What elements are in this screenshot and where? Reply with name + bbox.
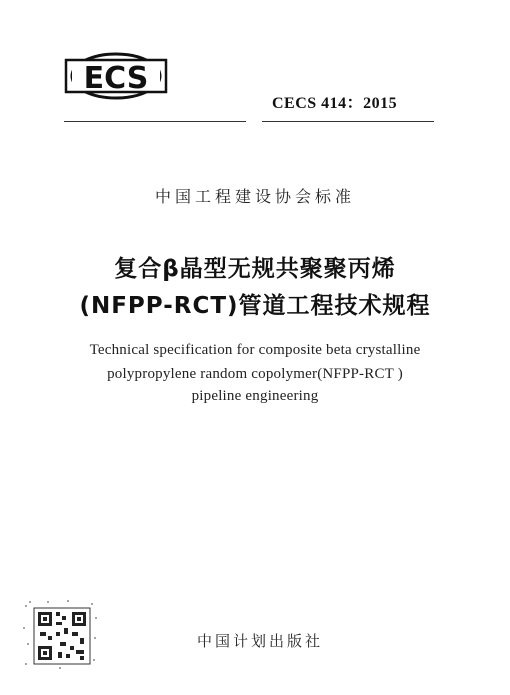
ecs-logo	[64, 46, 168, 102]
title-cn-line2: (NFPP-RCT)管道工程技术规程	[79, 293, 431, 319]
header-rule-left	[64, 121, 246, 122]
standard-code: CECS 414：2015	[272, 95, 398, 112]
organization-name: 中国工程建设协会标准	[154, 187, 355, 206]
logo-text: ECS	[83, 61, 149, 96]
qr-code-icon	[20, 598, 100, 672]
title-cn-line1: 复合β晶型无规共聚聚丙烯	[114, 256, 396, 282]
publisher-name: 中国计划出版社	[196, 632, 323, 650]
title-en-line3: pipeline engineering	[191, 388, 319, 404]
title-en-line2: polypropylene random copolymer(NFPP-RCT )	[107, 366, 403, 382]
header-rule-right	[262, 121, 434, 122]
title-en-line1: Technical specification for composite beta crystalline	[89, 342, 421, 358]
